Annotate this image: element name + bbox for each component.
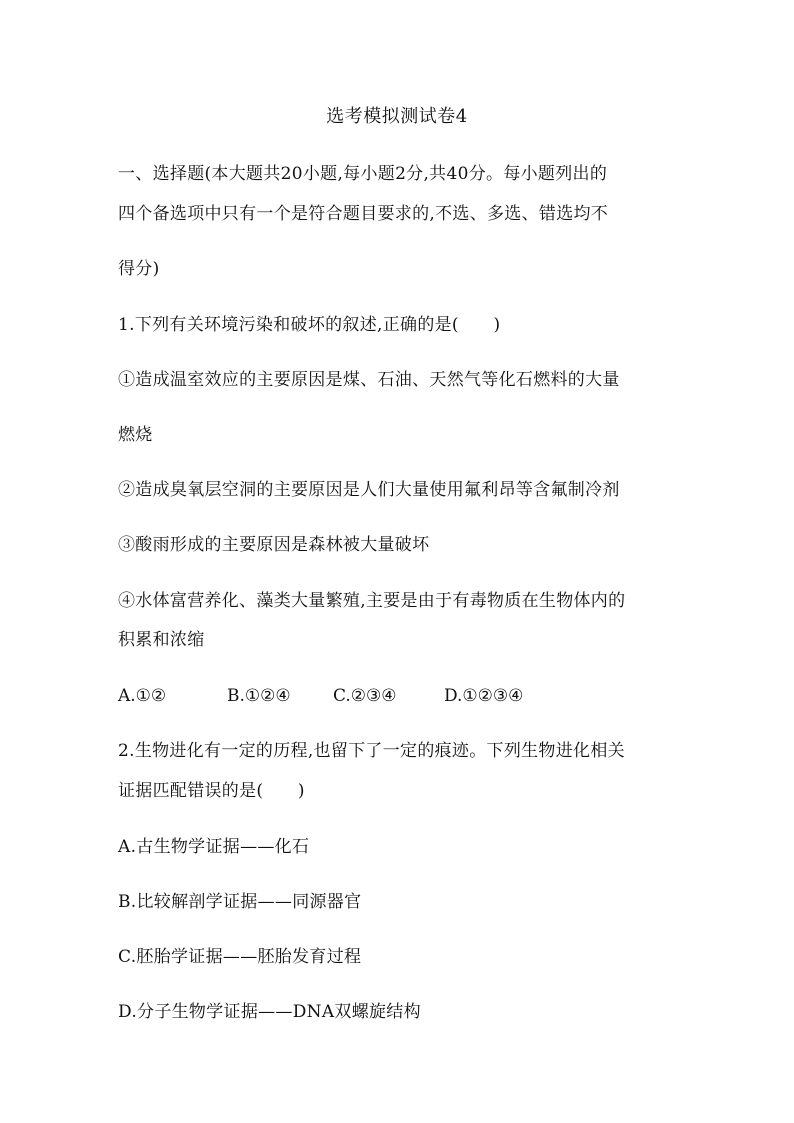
section-instructions-line-3: 得分) xyxy=(118,259,160,279)
question-2-option-d[interactable]: D.分子生物学证据——DNA双螺旋结构 xyxy=(118,1002,421,1022)
question-1-statement-1: ①造成温室效应的主要原因是煤、石油、天然气等化石燃料的大量 xyxy=(118,370,620,390)
question-2-option-b[interactable]: B.比较解剖学证据——同源器官 xyxy=(118,892,362,912)
page-title: 选考模拟测试卷4 xyxy=(326,106,468,127)
question-1-option-d[interactable]: D.①②③④ xyxy=(444,686,524,706)
question-1-stem: 1.下列有关环境污染和破坏的叙述,正确的是( ) xyxy=(118,315,501,335)
question-2-option-a[interactable]: A.古生物学证据——化石 xyxy=(118,837,310,857)
question-1-statement-3: ③酸雨形成的主要原因是森林被大量破坏 xyxy=(118,535,430,555)
question-1-option-b[interactable]: B.①②④ xyxy=(227,686,291,706)
question-2-option-c[interactable]: C.胚胎学证据——胚胎发育过程 xyxy=(118,947,362,967)
section-instructions-line-2: 四个备选项中只有一个是符合题目要求的,不选、多选、错选均不 xyxy=(118,204,609,224)
question-1-options xyxy=(118,683,698,709)
question-1-statement-2: ②造成臭氧层空洞的主要原因是人们大量使用氟利昂等含氟制冷剂 xyxy=(118,480,620,500)
question-1-statement-4: ④水体富营养化、藻类大量繁殖,主要是由于有毒物质在生物体内的 xyxy=(118,591,626,611)
question-1-option-c[interactable]: C.②③④ xyxy=(333,686,397,706)
question-1-statement-1-cont: 燃烧 xyxy=(118,425,153,445)
question-1-option-a[interactable]: A.①② xyxy=(118,686,167,706)
question-1-statement-4-cont: 积累和浓缩 xyxy=(118,630,205,650)
question-2-stem-cont: 证据匹配错误的是( ) xyxy=(118,781,305,801)
section-instructions-line-1: 一、选择题(本大题共20小题,每小题2分,共40分。每小题列出的 xyxy=(118,164,608,184)
question-2-stem: 2.生物进化有一定的历程,也留下了一定的痕迹。下列生物进化相关 xyxy=(118,741,625,761)
